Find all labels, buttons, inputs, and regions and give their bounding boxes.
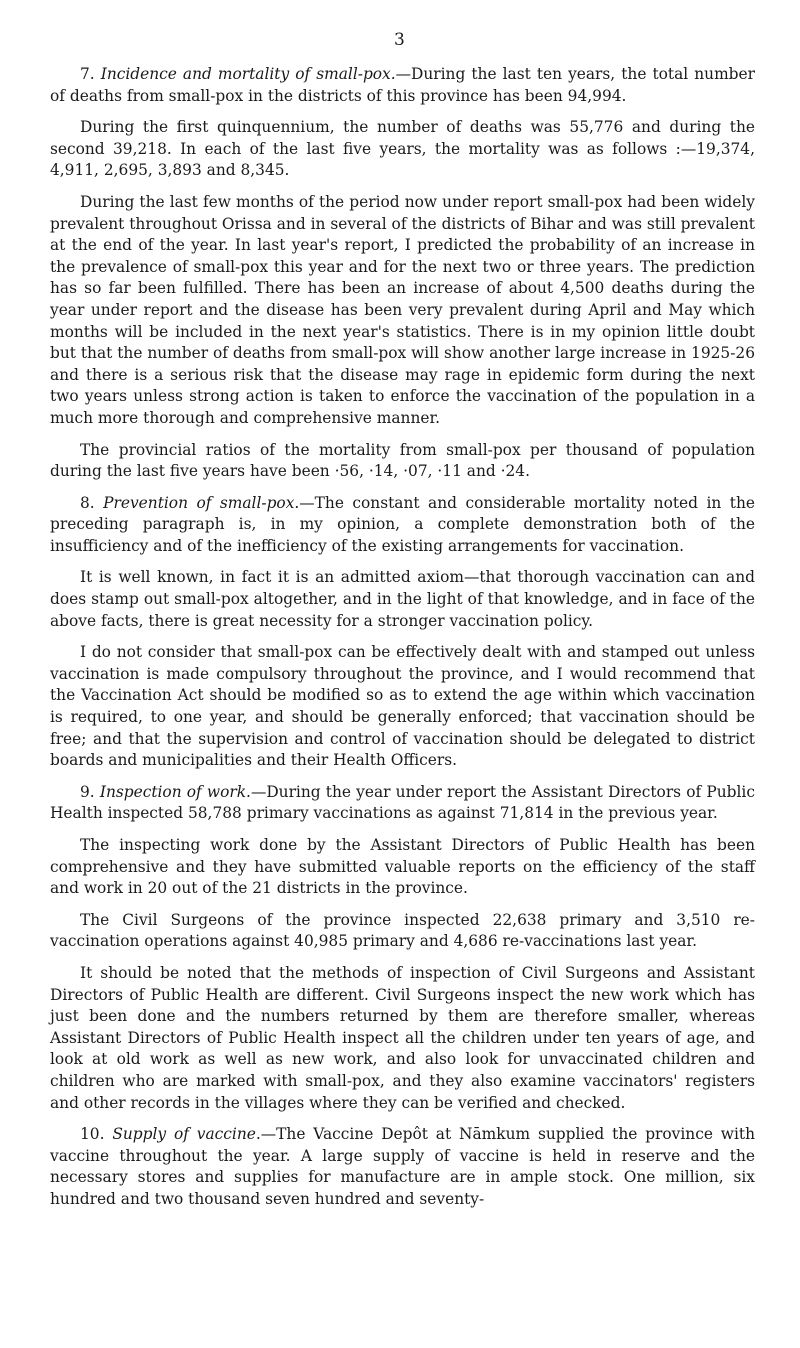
paragraph-7d: The provincial ratios of the mortality from small-pox per thousand of population during the last five years have been ·56, ·14, ·07, ·11 and ·24. bbox=[50, 440, 755, 481]
page-number: 3 bbox=[394, 30, 405, 50]
section-10-heading: Supply of vaccine. bbox=[112, 1125, 261, 1144]
section-8-text: —The constant and considerable mortality noted in the preceding paragraph is, in my opinion, a complete demonstration both of the insufficiency and of the inefficiency of the existing arrangements for vaccination. bbox=[50, 493, 755, 555]
paragraph-9d: It should be noted that the methods of inspection of Civil Surgeons and Assistant Directors of Public Health are different. Civil Surgeons inspect the new work which has just been done and the numbers returned by them are therefore smaller, whereas Assistant Directors of Public Health inspect all the children under ten years of age, and look at old work as well as new work, and also look for unvaccinated children and children who are marked with small-pox, and they also examine vaccinators' registers and other records in the villages where they can be verified and checked. bbox=[50, 963, 755, 1112]
section-7-number: 7. bbox=[80, 65, 95, 83]
section-8-heading: Prevention of small-pox. bbox=[103, 493, 300, 512]
section-9-number: 9. bbox=[80, 782, 95, 801]
section-8-number: 8. bbox=[80, 493, 95, 512]
section-10-number: 10. bbox=[80, 1125, 105, 1144]
section-10-text: —The Vaccine Depôt at Nāmkum supplied the province with vaccine throughout the year. A large supply of vaccine is held in reserve and the necessary stores and supplies for manufacture are in ample stock. One million, six hundred and two thousand seven hundred and seventy- bbox=[50, 1125, 755, 1208]
section-9-heading: Inspection of work. bbox=[99, 782, 251, 801]
section-7-paragraph bbox=[50, 64, 755, 107]
paragraph-7b: During the first quinquennium, the number of deaths was 55,776 and during the second 39,218. In each of the last five years, the mortality was as follows :—19,374, 4,911, 2,695, 3,893 and 8,345. bbox=[50, 118, 755, 180]
body-text bbox=[50, 64, 755, 1211]
paragraph-8c: I do not consider that small-pox can be effectively dealt with and stamped out unless vaccination is made compulsory throughout the province, and I would recommend that the Vaccination Act should be modified so as to extend the age within which vaccination is required, to one year, and should be generally enforced; that vaccination should be free; and that the supervision and control of vaccination should be delegated to district boards and municipalities and their Health Officers. bbox=[50, 643, 755, 770]
section-9-paragraph bbox=[50, 782, 755, 825]
section-7-heading: Incidence and mortality of small-pox. bbox=[100, 65, 396, 83]
section-8-paragraph bbox=[50, 493, 755, 558]
paragraph-7c: During the last few months of the period now under report small-pox had been widely prevalent throughout Orissa and in several of the districts of Bihar and was still prevalent at the end of the year. In last year's report, I predicted the probability of an increase in the prevalence of small-pox this year and for the next two or three years. The prediction has so far been fulfilled. There has been an increase of about 4,500 deaths during the year under report and the disease has been very prevalent during April and May which months will be included in the next year's statistics. There is in my opinion little doubt but that the number of deaths from small-pox will show another large increase in 1925-26 and there is a serious risk that the disease may rage in epidemic form during the next two years unless strong action is taken to enforce the vaccination of the population in a much more thorough and comprehensive manner. bbox=[50, 192, 755, 427]
section-7-text: —During the last ten years, the total number of deaths from small-pox in the districts of this province has been 94,994. bbox=[50, 65, 755, 105]
section-10-paragraph bbox=[50, 1124, 755, 1210]
section-9-text: —During the year under report the Assistant Directors of Public Health inspected 58,788 primary vaccinations as against 71,814 in the previous year. bbox=[50, 782, 755, 823]
paragraph-9c: The Civil Surgeons of the province inspected 22,638 primary and 3,510 re-vaccination operations against 40,985 primary and 4,686 re-vaccinations last year. bbox=[50, 910, 755, 951]
paragraph-8b: It is well known, in fact it is an admitted axiom—that thorough vaccination can and does stamp out small-pox altogether, and in the light of that knowledge, and in face of the above facts, there is great necessity for a stronger vaccination policy. bbox=[50, 568, 755, 630]
paragraph-9b: The inspecting work done by the Assistant Directors of Public Health has been comprehensive and they have submitted valuable reports on the efficiency of the staff and work in 20 out of the 21 districts in the province. bbox=[50, 836, 755, 898]
